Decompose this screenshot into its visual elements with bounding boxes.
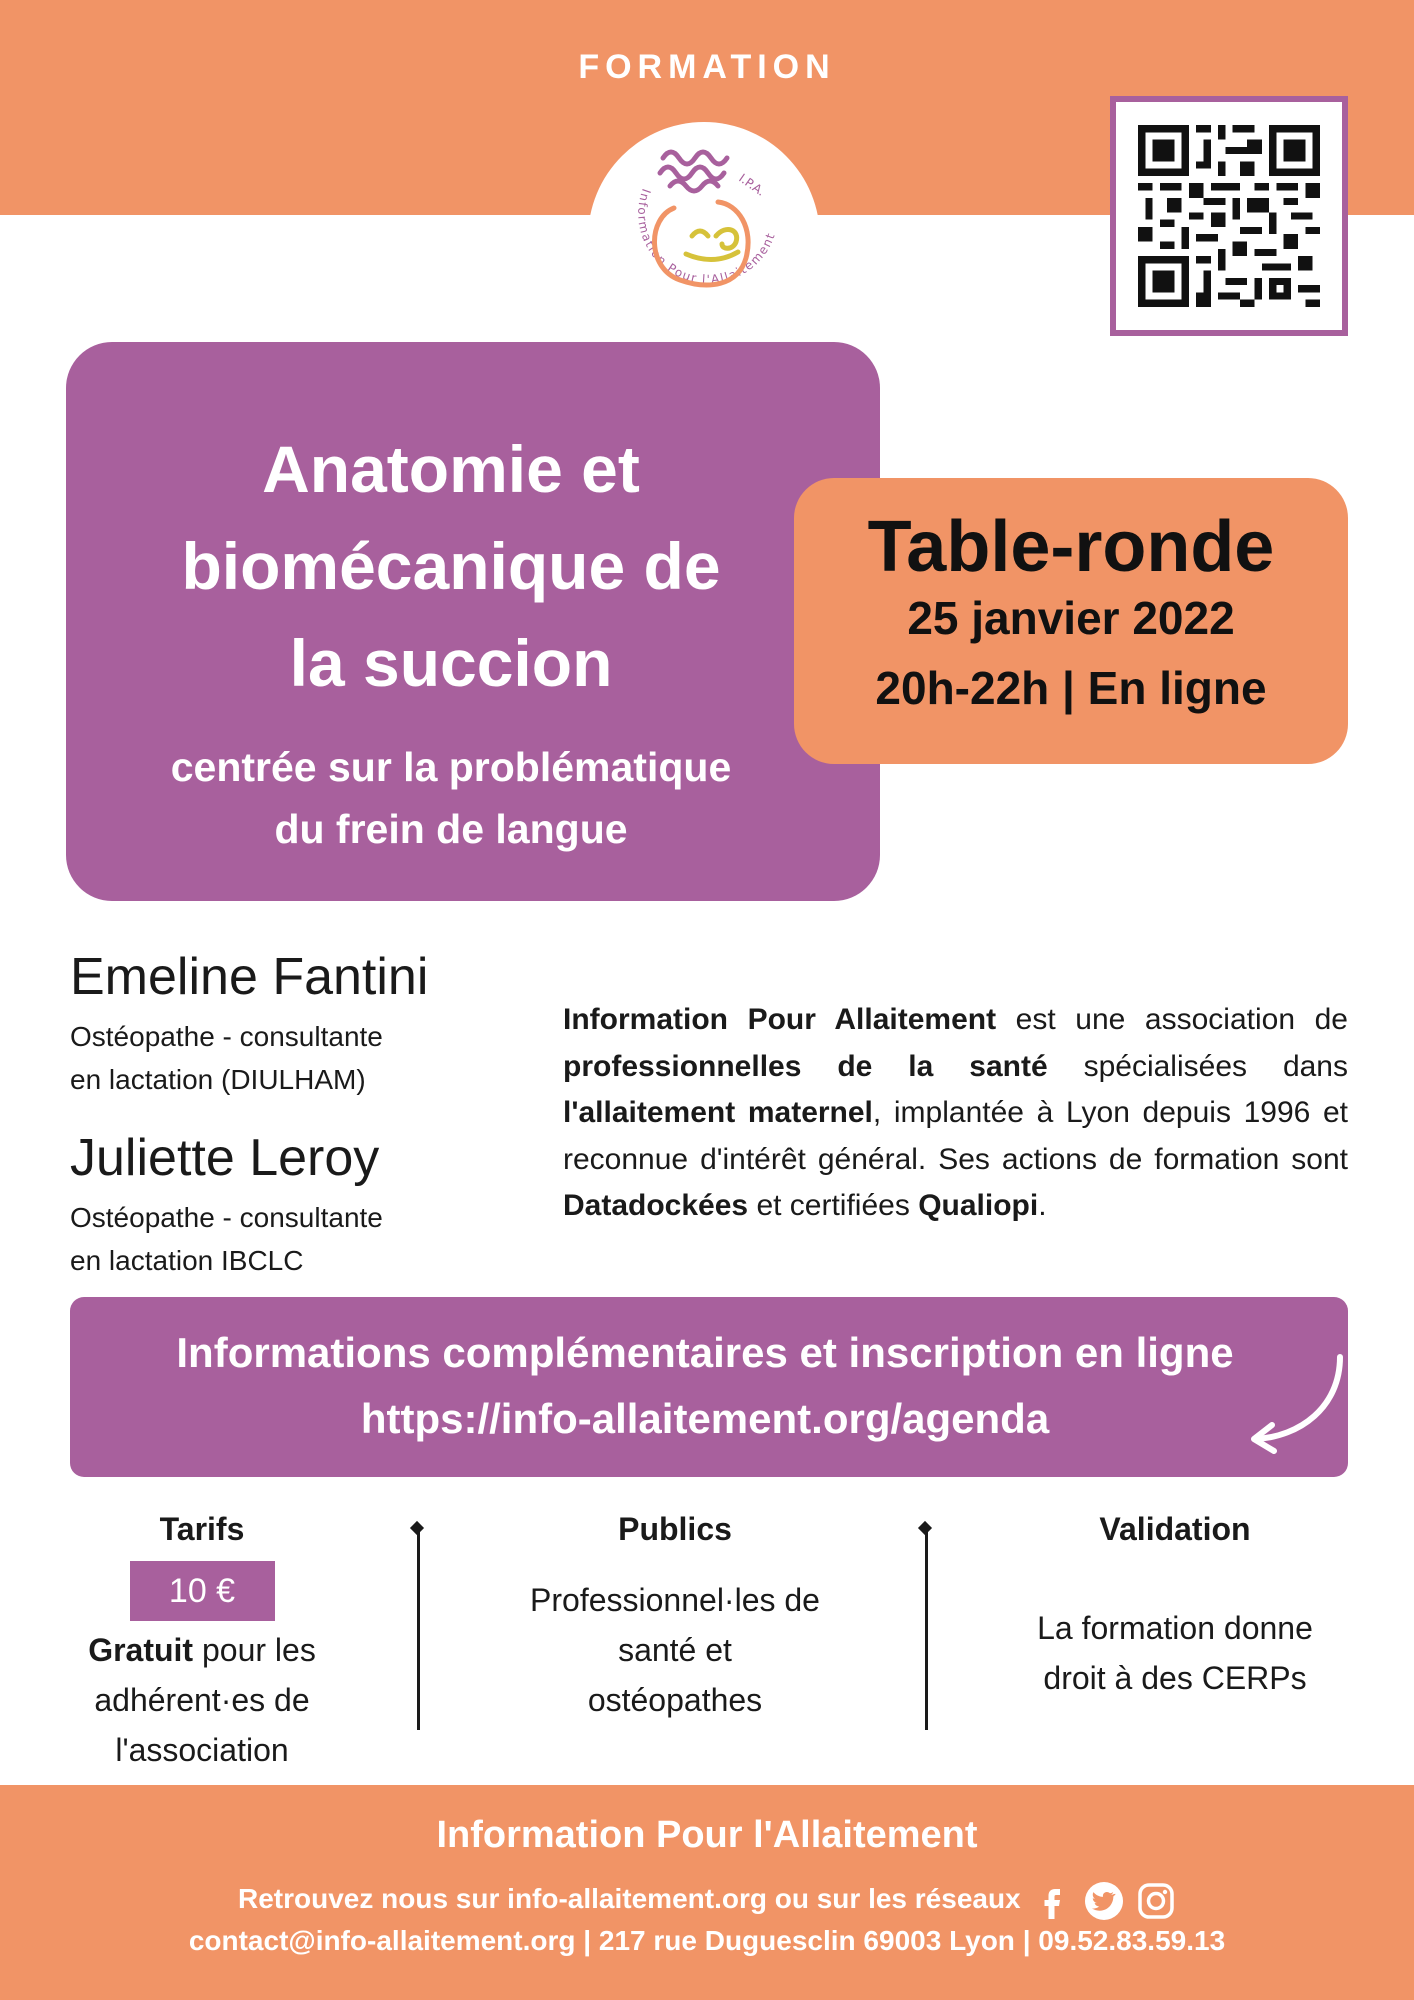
qr-code[interactable]	[1110, 96, 1348, 336]
footer-networks	[0, 1877, 1414, 1921]
validation-line: droit à des CERPs	[1043, 1660, 1307, 1696]
speaker-name: Juliette Leroy	[70, 1129, 380, 1187]
validation-column	[980, 1505, 1370, 1703]
column-divider	[417, 1530, 420, 1730]
publics-column	[480, 1505, 870, 1725]
validation-line: La formation donne	[1037, 1610, 1313, 1646]
event-date: 25 janvier 2022	[907, 592, 1235, 644]
publics-heading: Publics	[618, 1511, 732, 1547]
validation-text	[980, 1603, 1370, 1703]
footer-networks-text: Retrouvez nous sur info-allaitement.org ou sur les réseaux	[238, 1883, 1021, 1914]
training-subtitle-line: centrée sur la problématique	[170, 744, 732, 790]
training-subtitle	[66, 736, 836, 860]
publics-line: santé et	[618, 1632, 732, 1668]
training-title-line: biomécanique de	[181, 529, 721, 603]
footer-contact: contact@info-allaitement.org | 217 rue Duguesclin 69003 Lyon | 09.52.83.59.13	[188, 1925, 1226, 1956]
title-card	[66, 342, 880, 901]
association-description	[563, 997, 1348, 1230]
tarifs-free-text	[62, 1625, 342, 1775]
speaker-role-line: Ostéopathe - consultante	[70, 1202, 383, 1233]
publics-line: Professionnel·les de	[530, 1582, 820, 1618]
tarifs-heading: Tarifs	[159, 1511, 245, 1547]
training-title	[66, 421, 836, 712]
instagram-icon[interactable]	[1136, 1881, 1176, 1921]
event-time-place: 20h-22h | En ligne	[875, 662, 1267, 714]
speaker-role-line: en lactation (DIULHAM)	[70, 1064, 366, 1095]
registration-link[interactable]: https://info-allaitement.org/agenda	[360, 1395, 1050, 1442]
column-divider	[925, 1530, 928, 1730]
speaker-role	[70, 1015, 383, 1101]
footer-title: Information Pour l'Allaitement	[436, 1814, 978, 1856]
header-label: FORMATION	[578, 48, 836, 86]
description-text: et certifiées	[748, 1189, 919, 1222]
description-text: est une association de	[996, 1003, 1348, 1036]
training-title-line: la succion	[289, 626, 613, 700]
description-emphasis: l'allaitement maternel	[563, 1096, 873, 1129]
twitter-icon[interactable]	[1084, 1881, 1124, 1921]
registration-card	[70, 1297, 1348, 1477]
description-text: .	[1038, 1189, 1047, 1222]
ipa-logo	[588, 118, 820, 328]
speaker-role-line: Ostéopathe - consultante	[70, 1021, 383, 1052]
event-type: Table-ronde	[867, 507, 1275, 587]
price-badge: 10 €	[130, 1561, 275, 1621]
logo-initials: I.P.A.	[736, 170, 768, 199]
tarifs-column	[62, 1505, 342, 1775]
description-emphasis: Qualiopi	[918, 1189, 1039, 1222]
training-subtitle-line: du frein de langue	[274, 806, 628, 852]
description-text: , implantée à Lyon depuis 1996 et reconnue d'intérêt général. Ses actions de formation sont	[563, 1096, 1348, 1176]
description-text: spécialisées dans	[1047, 1049, 1348, 1083]
tarifs-free-bold: Gratuit	[88, 1632, 194, 1668]
tarifs-free-rest: pour les	[193, 1632, 316, 1668]
publics-text	[480, 1575, 870, 1725]
speaker-role-line: en lactation IBCLC	[70, 1245, 304, 1276]
curved-arrow-icon	[1240, 1347, 1350, 1457]
training-title-line: Anatomie et	[262, 432, 640, 506]
association-name: Information Pour Allaitement	[563, 1003, 997, 1036]
event-card	[794, 478, 1348, 764]
tarifs-free-rest: adhérent·es de	[94, 1682, 310, 1718]
tarifs-free-rest: l'association	[115, 1732, 289, 1768]
logo-arc-text: Information Pour l'Allaitement	[635, 186, 779, 287]
description-emphasis: professionnelles de la santé	[563, 1049, 1048, 1083]
registration-heading: Informations complémentaires et inscription en ligne	[176, 1329, 1234, 1376]
footer-band	[0, 1785, 1414, 2000]
facebook-icon[interactable]	[1032, 1881, 1072, 1921]
description-emphasis: Datadockées	[563, 1189, 749, 1222]
speaker-name: Emeline Fantini	[70, 948, 429, 1006]
speaker-role	[70, 1196, 383, 1282]
validation-heading: Validation	[1099, 1511, 1251, 1547]
publics-line: ostéopathes	[587, 1682, 763, 1718]
